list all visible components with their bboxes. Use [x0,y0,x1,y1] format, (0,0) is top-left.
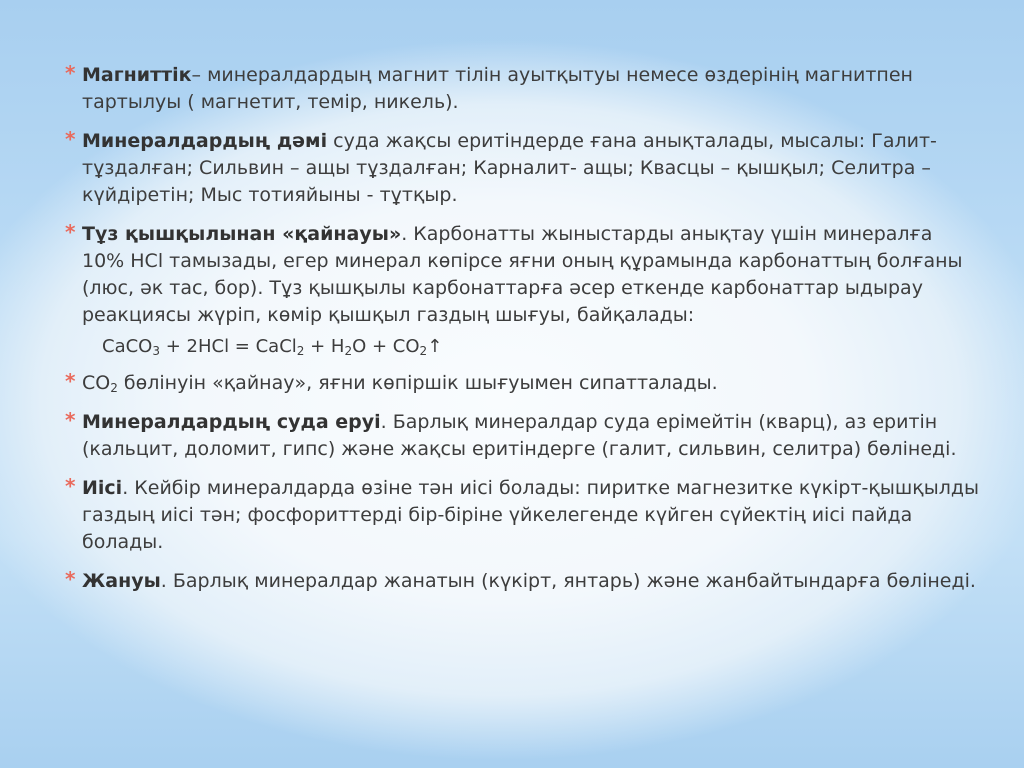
item-text: . Карбонатты жыныстарды анықтау үшін минералға 10% HCl тамызады, егер минерал көпірсе яғни оның құрамында карбонаттың болғаны (люс, әк тас, бор). Тұз қышқылы карбонаттарға әсер еткенде карбонаттар ыдырау реакциясы жүріп, көмір қышқыл газдың шығуы, байқалады: [82,223,963,326]
item-heading: Тұз қышқылынан «қайнауы» [82,223,402,245]
formula-subscript: 2 [296,344,305,358]
slide-content [60,62,980,607]
item-text: . Барлық минералдар жанатын (күкірт, янтарь) және жанбайтындарға бөлінеді. [160,570,976,592]
bullet-icon: * [65,220,76,244]
item-text: . Барлық минералдар суда ерімейтін (кварц), аз еритін (кальцит, доломит, гипс) және жақсы еритіндерге (галит, сильвин, селитра) бөлінеді. [82,411,957,460]
chemical-formula [60,333,980,360]
formula-subscript: 3 [152,344,160,358]
item-heading: Иісі [82,477,123,499]
list-item-solubility [60,409,980,463]
list-item-taste [60,128,980,209]
bullet-icon: * [65,474,76,498]
list-item-magnetism [60,62,980,116]
formula-subscript: 2 [344,344,353,358]
list-item-smell [60,475,980,556]
item-text: бөлінуін «қайнау», яғни көпіршік шығуымен сипатталады. [117,372,718,394]
bullet-icon: * [65,61,76,85]
item-text: CO [82,372,111,394]
item-heading: Минералдардың дәмі [82,130,328,152]
list-item-acid-reaction [60,221,980,329]
item-text: . Кейбір минералдарда өзіне тән иісі болады: пиритке магнезитке күкірт-қышқылды газдың иісі тән; фосфориттерді бір-біріне үйкелегенде күйген сүйектің иісі пайда болады. [82,477,980,553]
list-item-combustion [60,568,980,595]
item-heading: Жануы [82,570,161,592]
formula-part: O + CO [352,336,420,357]
formula-subscript: 2 [419,344,428,358]
up-arrow-icon: ↑ [427,336,443,357]
item-text: суда жақсы еритіндерде ғана анықталады, мысалы: Галит- тұздалған; Сильвин – ащы тұздалған; Карналит- ащы; Квасцы – қышқыл; Селитра – күйдіретін; Мыс тотияйыны - тұтқыр. [82,130,937,206]
formula-part: + 2HCl = CaCl [159,336,297,357]
item-heading: Магниттік [82,64,192,86]
bullet-icon: * [65,127,76,151]
formula-part: + H [304,336,345,357]
bullet-icon: * [65,369,76,393]
formula-subscript: 2 [110,381,118,395]
formula-part: CaCO [102,336,153,357]
item-text: – минералдардың магнит тілін ауытқытуы немесе өздерінің магнитпен тартылуы ( магнетит, темір, никель). [82,64,913,113]
bullet-icon: * [65,567,76,591]
item-heading: Минералдардың суда еруі [82,411,381,433]
bullet-icon: * [65,408,76,432]
list-item-co2 [60,370,980,397]
